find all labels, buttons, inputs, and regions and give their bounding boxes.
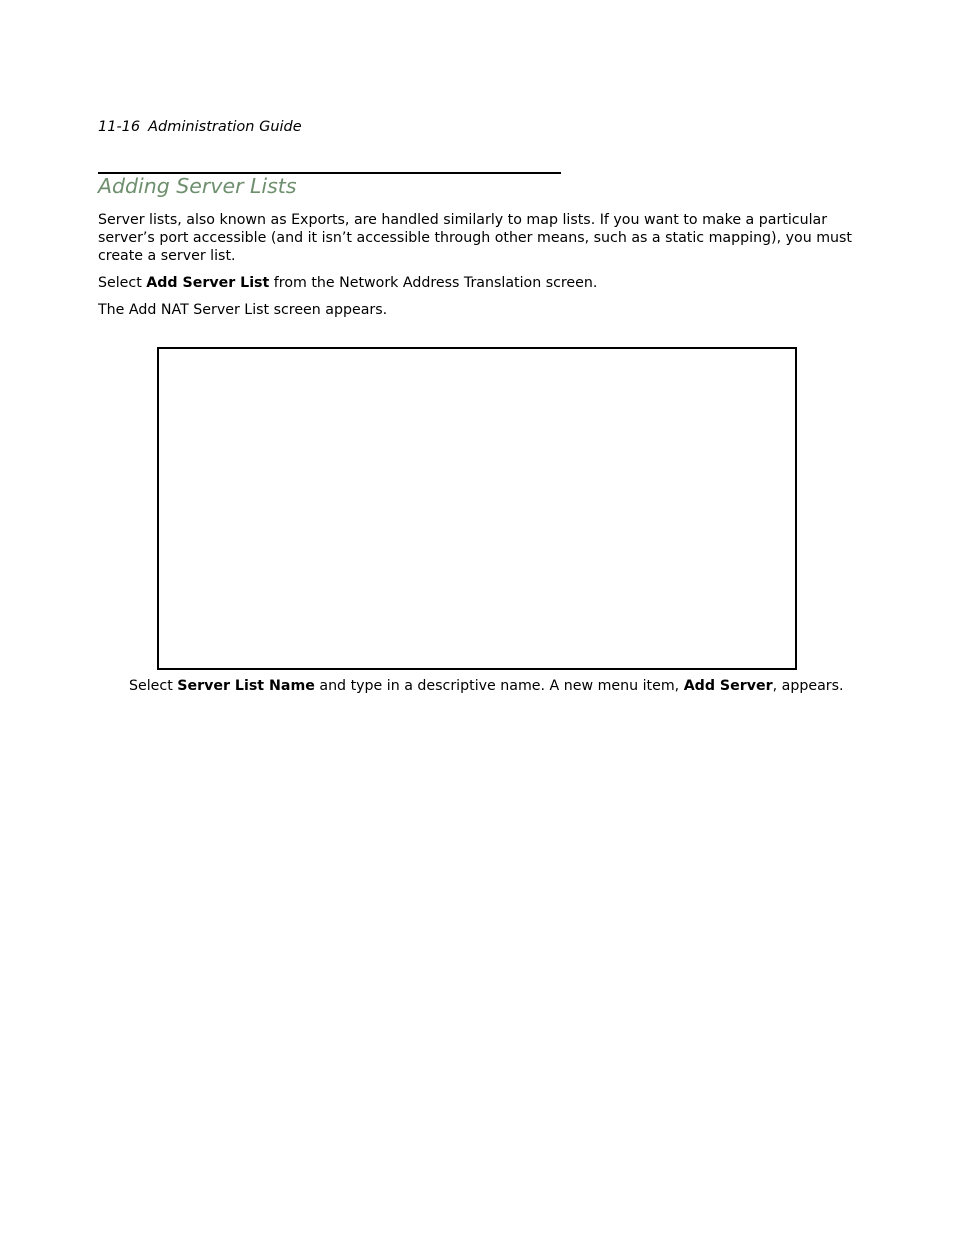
intro-paragraph: Server lists, also known as Exports, are handled similarly to map lists. If you want to make a particular server’s port accessible (and it isn’t accessible through other means, such as a static mapping), you must create a server list. <box>98 212 852 264</box>
page-number: 11-16 <box>98 119 141 135</box>
step2-prefix: Select <box>129 678 178 694</box>
step2-suffix: , appears. <box>772 678 844 694</box>
step-add-server-list <box>98 274 858 292</box>
running-header <box>98 119 302 135</box>
step2-middle: and type in a descriptive name. A new menu item, <box>314 678 684 694</box>
server-list-name-label: Server List Name <box>177 678 315 694</box>
book-title: Administration Guide <box>148 119 302 135</box>
result-paragraph: The Add NAT Server List screen appears. <box>98 302 388 318</box>
step1-suffix: from the Network Address Translation screen. <box>269 275 598 291</box>
step1-prefix: Select <box>98 275 147 291</box>
add-server-label: Add Server <box>683 678 773 694</box>
screenshot-placeholder-frame <box>157 347 797 670</box>
section-title: Adding Server Lists <box>98 174 297 198</box>
step-server-list-name <box>129 677 844 695</box>
add-server-list-label: Add Server List <box>146 275 270 291</box>
